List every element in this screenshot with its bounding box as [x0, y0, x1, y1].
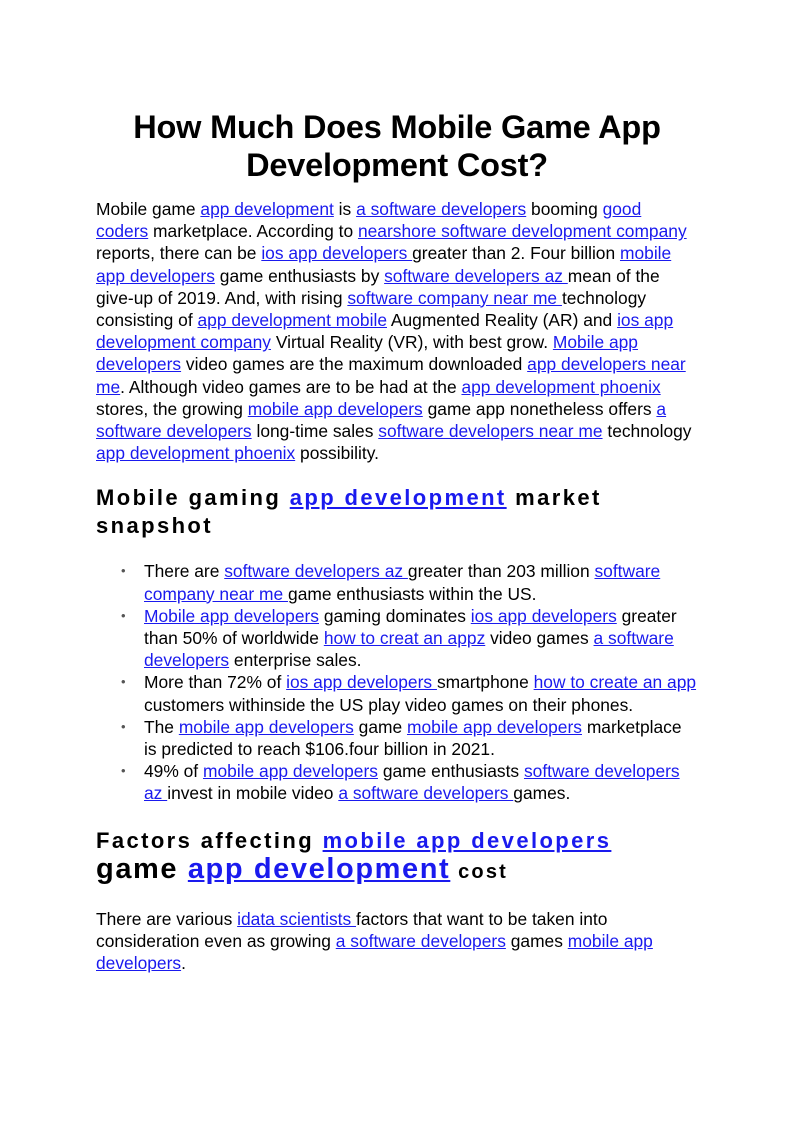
text-run: is [333, 199, 357, 219]
inline-link[interactable]: mobile app developers [406, 716, 582, 737]
inline-link[interactable]: app developers near me [96, 354, 686, 397]
text-run: video games [485, 628, 594, 649]
text-run: technology consisting of [96, 287, 647, 331]
text-run: game app nonetheless offers [422, 398, 657, 419]
heading-text: Mobile gaming [96, 485, 290, 511]
bullet-icon: • [121, 607, 126, 623]
text-run: long-time sales [251, 421, 379, 442]
inline-link[interactable]: a software developers [96, 398, 667, 442]
inline-link[interactable]: mobile app developers [178, 716, 354, 737]
section-heading-cost-factors [96, 827, 698, 886]
inline-link[interactable]: software developers near me [378, 421, 603, 442]
inline-link[interactable]: ios app developers [470, 605, 617, 626]
section-heading-market-snapshot [96, 484, 698, 540]
inline-link[interactable]: mobile app developers [96, 243, 672, 286]
snapshot-list [96, 560, 698, 804]
text-run: game [353, 716, 407, 737]
heading-text: Factors affecting [96, 827, 323, 853]
text-run: greater than 203 million [407, 561, 595, 582]
text-run: booming [526, 199, 603, 219]
inline-link[interactable]: ios app development company [96, 310, 674, 353]
inline-link[interactable]: app development mobile [197, 310, 387, 331]
bullet-icon: • [121, 763, 126, 779]
list-item [121, 716, 698, 760]
text-run: Virtual Reality (VR), with best grow. [270, 332, 553, 353]
inline-link[interactable]: a software developers [335, 930, 506, 951]
inline-link[interactable]: app development [200, 199, 334, 219]
inline-link[interactable]: a software developers [338, 783, 514, 804]
text-run: greater than 2. Four billion [412, 243, 620, 264]
inline-link[interactable]: app development phoenix [96, 443, 296, 464]
inline-link[interactable]: ios app developers [261, 243, 413, 264]
text-run: game enthusiasts within the US. [288, 583, 537, 604]
inline-link[interactable]: mobile app developers [96, 930, 653, 974]
heading-link[interactable]: mobile app developers [322, 827, 612, 853]
text-run: greater than 50% of worldwide [144, 605, 677, 649]
inline-link[interactable]: nearshore software development company [357, 221, 687, 242]
text-run: reports, there can be [96, 243, 262, 264]
list-item [121, 560, 698, 604]
text-run: games [505, 930, 568, 951]
inline-link[interactable]: software company near me [144, 561, 661, 604]
text-run: customers withinside the US play video games on their phones. [144, 694, 634, 715]
text-run: Augmented Reality (AR) and [387, 310, 618, 331]
list-item-content [144, 672, 696, 714]
heading-text: game [96, 852, 188, 885]
inline-link[interactable]: Mobile app developers [96, 332, 638, 375]
inline-link[interactable]: app development phoenix [461, 376, 661, 397]
text-run: technology [602, 421, 692, 442]
text-run: There are various [96, 908, 238, 929]
heading-link[interactable]: app development [289, 485, 507, 511]
inline-link[interactable]: software developers az [224, 561, 408, 582]
inline-link[interactable]: software developers az [144, 761, 680, 804]
inline-link[interactable]: software company near me [347, 287, 562, 308]
inline-link[interactable]: good coders [96, 199, 642, 242]
list-item-content [144, 606, 677, 670]
inline-link[interactable]: idata scientists [237, 908, 357, 929]
list-item [121, 605, 698, 672]
inline-link[interactable]: ios app developers [286, 672, 437, 693]
text-run: invest in mobile video [167, 783, 339, 804]
inline-link[interactable]: a software developers [356, 199, 527, 219]
closing-paragraph [96, 908, 698, 975]
heading-text: market snapshot [96, 485, 602, 539]
page-title: How Much Does Mobile Game App Development Cost? [133, 109, 661, 183]
inline-link[interactable]: mobile app developers [202, 761, 378, 782]
text-run: factors that want to be taken into consideration even as growing [96, 908, 608, 951]
text-run: marketplace is predicted to reach $106.four billion in 2021. [144, 716, 682, 760]
intro-paragraph [96, 198, 698, 464]
inline-link[interactable]: software developers az [384, 265, 568, 286]
bullet-icon: • [121, 674, 126, 690]
text-run: There are [144, 561, 225, 582]
text-run: gaming dominates [319, 605, 471, 626]
text-run: games. [513, 783, 571, 804]
bullet-icon: • [121, 718, 126, 734]
text-run: video games are the maximum downloaded [181, 354, 528, 375]
text-run: possibility. [295, 443, 379, 464]
text-run: game enthusiasts [377, 761, 524, 782]
list-item-content [144, 561, 660, 603]
heading-text: cost [450, 860, 509, 883]
inline-link[interactable]: Mobile app developers [144, 605, 319, 626]
text-run: marketplace. According to [148, 221, 358, 242]
text-run: The [144, 716, 179, 737]
text-run: stores, the growing [96, 398, 248, 419]
heading-link[interactable]: app development [187, 852, 451, 885]
text-run: enterprise sales. [229, 650, 362, 671]
text-run: . Although video games are to be had at the [120, 376, 462, 397]
text-run: smartphone [436, 672, 534, 693]
text-run: More than 72% of [144, 672, 287, 693]
text-run: . [181, 953, 186, 974]
list-item-content [144, 717, 682, 759]
inline-link[interactable]: how to create an app [533, 672, 697, 693]
list-item-content [144, 761, 680, 803]
inline-link[interactable]: a software developers [144, 628, 674, 671]
text-run: 49% of [144, 761, 203, 782]
text-run: game enthusiasts by [214, 265, 385, 286]
bullet-icon: • [121, 563, 126, 579]
inline-link[interactable]: how to creat an appz [323, 628, 486, 649]
list-item [121, 760, 698, 804]
text-run: Mobile game [96, 199, 201, 219]
list-item [121, 671, 698, 715]
inline-link[interactable]: mobile app developers [247, 398, 423, 419]
text-run: mean of the give-up of 2019. And, with rising [96, 265, 660, 308]
